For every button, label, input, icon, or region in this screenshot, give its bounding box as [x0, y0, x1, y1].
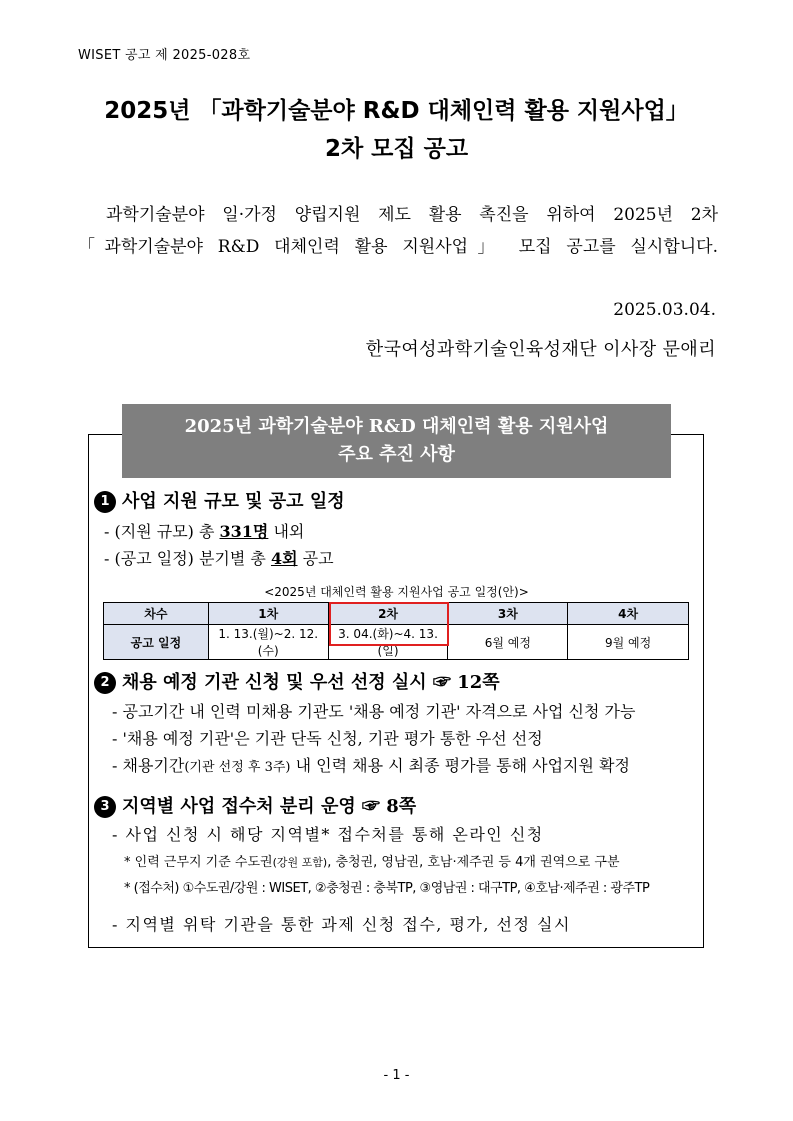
section2-line3 [112, 753, 630, 776]
notice-number: WISET 공고 제 2025-028호 [78, 48, 251, 63]
schedule-row-label: 공고 일정 [104, 625, 209, 660]
section2-line1: - 공고기간 내 인력 미채용 기관도 '채용 예정 기관' 자격으로 사업 신청 가능 [112, 702, 636, 721]
s2-l3-small: (기관 선정 후 3주) [184, 760, 291, 775]
intro-line2: 「과학기술분야 R&D 대체인력 활용 지원사업」 모집 공고를 실시합니다. [78, 237, 718, 257]
section3-line2: - 지역별 위탁 기관을 통한 과제 신청 접수, 평가, 선정 실시 [112, 915, 571, 934]
period-4: 9월 예정 [568, 625, 689, 660]
section2-line2: - '채용 예정 기관'은 기관 단독 신청, 기관 평가 통한 우선 선정 [112, 729, 543, 748]
document-title-line1: 2025년 「과학기술분야 R&D 대체인력 활용 지원사업」 [104, 98, 689, 124]
period-3: 6월 예정 [448, 625, 568, 660]
section3-number-icon: 3 [94, 796, 116, 818]
summary-banner [122, 404, 671, 478]
schedule-header-label: 차수 [104, 603, 209, 625]
document-title-line2: 2차 모집 공고 [324, 136, 469, 162]
round-1: 1차 [208, 603, 328, 625]
section2-heading [94, 668, 500, 694]
section1-title: 사업 지원 규모 및 공고 일정 [122, 491, 345, 512]
banner-line1: 2025년 과학기술분야 R&D 대체인력 활용 지원사업 [184, 416, 609, 437]
signer: 한국여성과학기술인육성재단 이사장 문애리 [365, 339, 716, 360]
s1-l2-pre: - (공고 일정) 분기별 총 [104, 549, 271, 568]
s3-n1-pre: * 인력 근무지 기준 수도권 [124, 855, 273, 870]
s1-l1-post: 내외 [268, 522, 305, 541]
section1-line1 [104, 519, 304, 542]
s1-l1-pre: - (지원 규모) 총 [104, 522, 220, 541]
section2-number-icon: 2 [94, 672, 116, 694]
section3-line1: - 사업 신청 시 해당 지역별* 접수처를 통해 온라인 신청 [112, 825, 544, 844]
round-4: 4차 [568, 603, 689, 625]
round-3: 3차 [448, 603, 568, 625]
section3-note1 [124, 851, 620, 870]
s3-n1-small: (강원 포함) [272, 856, 328, 869]
support-count: 331명 [219, 522, 269, 541]
section2-title: 채용 예정 기관 신청 및 우선 선정 실시 ☞ 12쪽 [122, 672, 500, 693]
current-round-highlight [329, 602, 449, 646]
round-2: 2차 [328, 603, 448, 625]
schedule-caption: <2025년 대체인력 활용 지원사업 공고 일정(안)> [264, 585, 529, 599]
period-2: 3. 04.(화)~4. 13.(일) [328, 625, 448, 660]
section1-line2 [104, 546, 334, 569]
page-number: - 1 - [383, 1068, 410, 1083]
section3-title: 지역별 사업 접수처 분리 운영 ☞ 8쪽 [122, 796, 417, 817]
intro-line1 [78, 200, 718, 225]
announcement-date: 2025.03.04. [613, 300, 716, 320]
s1-l2-post: 공고 [297, 549, 334, 568]
section1-number-icon: 1 [94, 491, 116, 513]
section3-heading [94, 792, 416, 818]
section3-note2: * (접수처) ①수도권/강원 : WISET, ②충청권 : 충북TP, ③영남권 : 대구TP, ④호남·제주권 : 광주TP [124, 881, 650, 896]
section1-heading [94, 487, 345, 513]
notice-count: 4회 [270, 549, 298, 568]
s2-l3-pre: - 채용기간 [112, 756, 185, 775]
banner-line2: 주요 추진 사항 [338, 444, 455, 465]
intro-line1-text: 과학기술분야 일·가정 양립지원 제도 활용 촉진을 위하여 2025년 2차 [106, 205, 718, 225]
s2-l3-post: 내 인력 채용 시 최종 평가를 통해 사업지원 확정 [290, 756, 630, 775]
period-1: 1. 13.(월)~2. 12.(수) [208, 625, 328, 660]
s3-n1-post: , 충청권, 영남권, 호남·제주권 등 4개 권역으로 구분 [327, 855, 620, 870]
